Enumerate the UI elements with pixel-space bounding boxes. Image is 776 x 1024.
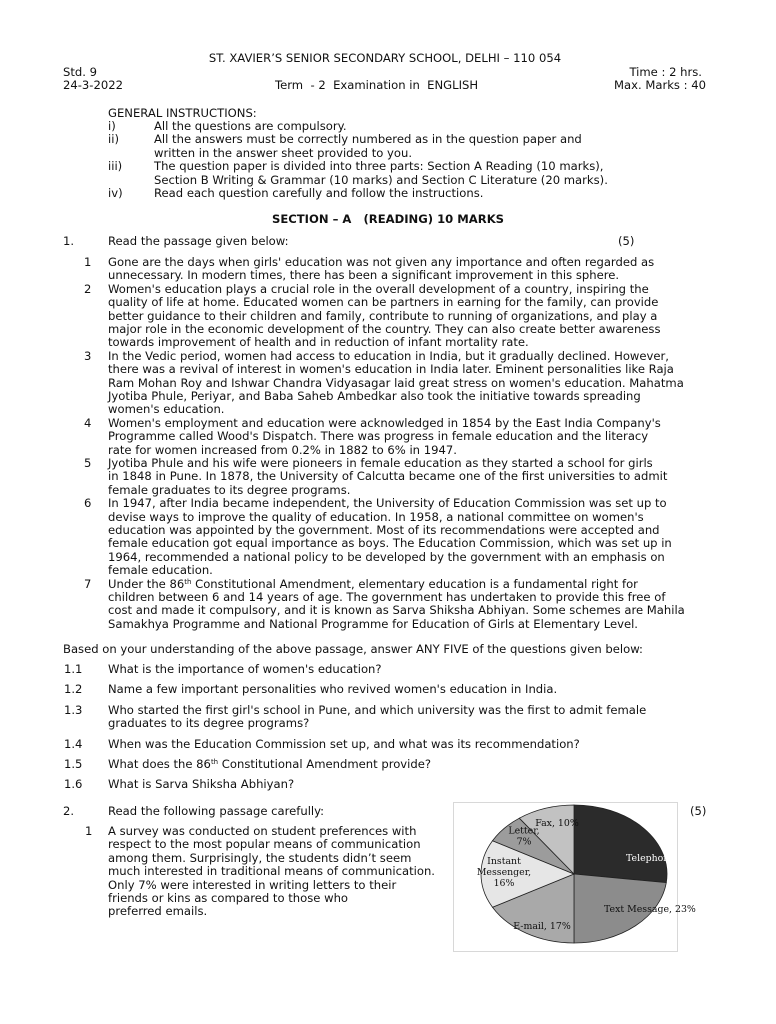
passage-line: rate for women increased from 0.2% in 1882 to 6% in 1947. bbox=[108, 442, 457, 457]
question-number: 1.1 bbox=[64, 662, 83, 676]
instruction-number: iv) bbox=[108, 186, 123, 200]
pie-label-letter: Letter, 7% bbox=[508, 825, 540, 848]
question-number: 1.3 bbox=[64, 703, 83, 717]
passage-line: Women's education plays a crucial role in the overall development of a country, inspiring the bbox=[108, 281, 649, 296]
paragraph-number: 1 bbox=[84, 255, 92, 269]
passage-line: 1964, recommended a national policy to be developed by the government with an emphasis on bbox=[108, 549, 665, 564]
passage-line: Jyotiba Phule, Periyar, and Baba Saheb Ambedkar also took the initiative towards spreading bbox=[108, 389, 641, 403]
q2-passage-line: A survey was conducted on student preferences with bbox=[108, 824, 417, 838]
instruction-text: Read each question carefully and follow the instructions. bbox=[154, 186, 484, 200]
q2-marks: (5) bbox=[690, 804, 707, 818]
passage-line: better guidance to their children and family, contribute to running of organizations, and play a bbox=[108, 308, 658, 323]
instruction-text: written in the answer sheet provided to you. bbox=[154, 145, 413, 160]
passage-line: female graduates to its degree programs. bbox=[108, 482, 351, 497]
question-text: What is Sarva Shiksha Abhiyan? bbox=[108, 777, 295, 791]
passage-line: In the Vedic period, women had access to education in India, but it gradually declined. However, bbox=[108, 348, 669, 363]
q2-passage-line: preferred emails. bbox=[108, 904, 208, 919]
based-on-text: Based on your understanding of the above passage, answer ANY FIVE of the questions given below: bbox=[63, 642, 643, 656]
q2-number: 2. bbox=[63, 804, 75, 818]
paragraph-number: 7 bbox=[84, 576, 92, 591]
passage-line: female education got equal importance as boys. The Education Commission, which was set up in bbox=[108, 536, 672, 551]
question-number: 1.4 bbox=[64, 737, 83, 751]
instruction-number: ii) bbox=[108, 132, 119, 147]
instruction-number: iii) bbox=[108, 159, 123, 174]
instructions-title: GENERAL INSTRUCTIONS: bbox=[108, 106, 257, 120]
question-text: Name a few important personalities who revived women's education in India. bbox=[108, 682, 558, 696]
question-text: When was the Education Commission set up, and what was its recommendation? bbox=[108, 737, 580, 751]
pie-label-telephone: Telephone, 27% bbox=[626, 853, 702, 864]
exam-date: 24-3-2022 bbox=[63, 78, 124, 92]
q2-passage-line: Only 7% were interested in writing letters to their bbox=[108, 877, 397, 892]
instruction-text: The question paper is divided into three parts: Section A Reading (10 marks), bbox=[154, 159, 604, 174]
passage-line: Women's employment and education were acknowledged in 1854 by the East India Company's bbox=[108, 415, 661, 430]
instruction-number: i) bbox=[108, 119, 116, 133]
pie-label-e-mail: E-mail, 17% bbox=[513, 921, 571, 932]
question-text: What is the importance of women's education? bbox=[108, 662, 382, 676]
passage-line: Under the 86th Constitutional Amendment, elementary education is a fundamental right for bbox=[108, 576, 638, 591]
question-number: 1.2 bbox=[64, 682, 83, 696]
passage-line: In 1947, after India became independent, the University of Education Commission was set up to bbox=[108, 496, 667, 511]
pie-slice-telephone bbox=[574, 805, 667, 883]
passage-line: children between 6 and 14 years of age. The government has undertaken to provide this free of bbox=[108, 590, 666, 604]
passage-line: Ram Mohan Roy and Ishwar Chandra Vidyasagar laid great stress on women's education. Mahatma bbox=[108, 375, 684, 390]
passage-line: devise ways to improve the quality of education. In 1958, a national committee on women's bbox=[108, 509, 644, 524]
paragraph-number: 4 bbox=[84, 415, 92, 430]
q2-paragraph-number: 1 bbox=[85, 824, 93, 838]
pie-chart-frame bbox=[453, 802, 702, 952]
passage-line: there was a revival of interest in women's education in India later. Eminent personalities like Raja bbox=[108, 362, 674, 377]
school-name: ST. XAVIER’S SENIOR SECONDARY SCHOOL, DELHI – 110 054 bbox=[208, 51, 562, 65]
pie-label-text-message: Text Message, 23% bbox=[604, 904, 696, 915]
q2-passage-line: among them. Surprisingly, the students didn’t seem bbox=[108, 850, 412, 865]
passage-line: Gone are the days when girls' education was not given any importance and often regarded as bbox=[108, 255, 655, 269]
question-number: 1.6 bbox=[64, 777, 83, 791]
passage-line: in 1848 in Pune. In 1878, the University of Calcutta became one of the first universities to admit bbox=[108, 469, 668, 484]
passage-line: quality of life at home. Educated women can be partners in earning for the family, can provide bbox=[108, 295, 659, 310]
max-marks: Max. Marks : 40 bbox=[614, 78, 706, 92]
question-text: Who started the first girl's school in Pune, and which university was the first to admit female bbox=[108, 703, 647, 717]
question-text: What does the 86th Constitutional Amendment provide? bbox=[108, 757, 432, 771]
time-label: Time : 2 hrs. bbox=[629, 65, 702, 79]
paragraph-number: 2 bbox=[84, 281, 92, 296]
paragraph-number: 5 bbox=[84, 456, 92, 470]
paragraph-number: 6 bbox=[84, 496, 92, 511]
passage-line: education was appointed by the government. Most of its recommendations were accepted and bbox=[108, 523, 660, 537]
q1-prompt: Read the passage given below: bbox=[108, 234, 289, 248]
passage-line: unnecessary. In modern times, there has been a significant improvement in this sphere. bbox=[108, 268, 620, 283]
q1-marks: (5) bbox=[618, 234, 635, 248]
passage-line: major role in the economic development of the country. They can also create better awareness bbox=[108, 322, 661, 336]
passage-line: Samakhya Programme and National Programme for Education of Girls at Elementary Level. bbox=[108, 616, 638, 631]
passage-line: women's education. bbox=[108, 402, 225, 417]
passage-line: Jyotiba Phule and his wife were pioneers in female education as they started a school for girls bbox=[108, 456, 653, 470]
q2-passage-line: respect to the most popular means of communication bbox=[108, 837, 421, 852]
instruction-text: Section B Writing & Grammar (10 marks) and Section C Literature (20 marks). bbox=[154, 172, 608, 187]
passage-line: female education. bbox=[108, 563, 213, 578]
pie-label-fax: Fax, 10% bbox=[535, 818, 579, 829]
paragraph-number: 3 bbox=[84, 348, 92, 363]
passage-line: Programme called Wood's Dispatch. There was progress in female education and the literacy bbox=[108, 429, 649, 444]
question-number: 1.5 bbox=[64, 757, 83, 771]
instruction-text: All the answers must be correctly numbered as in the question paper and bbox=[154, 132, 582, 147]
exam-title: Term - 2 Examination in ENGLISH bbox=[275, 78, 479, 92]
communication-pie-chart bbox=[454, 803, 702, 951]
passage-line: cost and made it compulsory, and it is known as Sarva Shiksha Abhiyan. Some schemes are Mahila bbox=[108, 603, 685, 618]
q2-passage-line: friends or kins as compared to those who bbox=[108, 891, 349, 905]
std-label: Std. 9 bbox=[63, 65, 98, 79]
question-text: graduates to its degree programs? bbox=[108, 716, 310, 731]
passage-line: towards improvement of health and in reduction of infant mortality rate. bbox=[108, 335, 529, 350]
q1-number: 1. bbox=[63, 234, 75, 248]
section-a-title: SECTION – A (READING) 10 MARKS bbox=[271, 212, 505, 226]
instruction-text: All the questions are compulsory. bbox=[154, 119, 347, 133]
q2-passage-line: much interested in traditional means of communication. bbox=[108, 864, 435, 879]
pie-label-instant-messenger: Instant Messenger, 16% bbox=[476, 856, 532, 889]
q2-prompt: Read the following passage carefully: bbox=[108, 804, 325, 818]
